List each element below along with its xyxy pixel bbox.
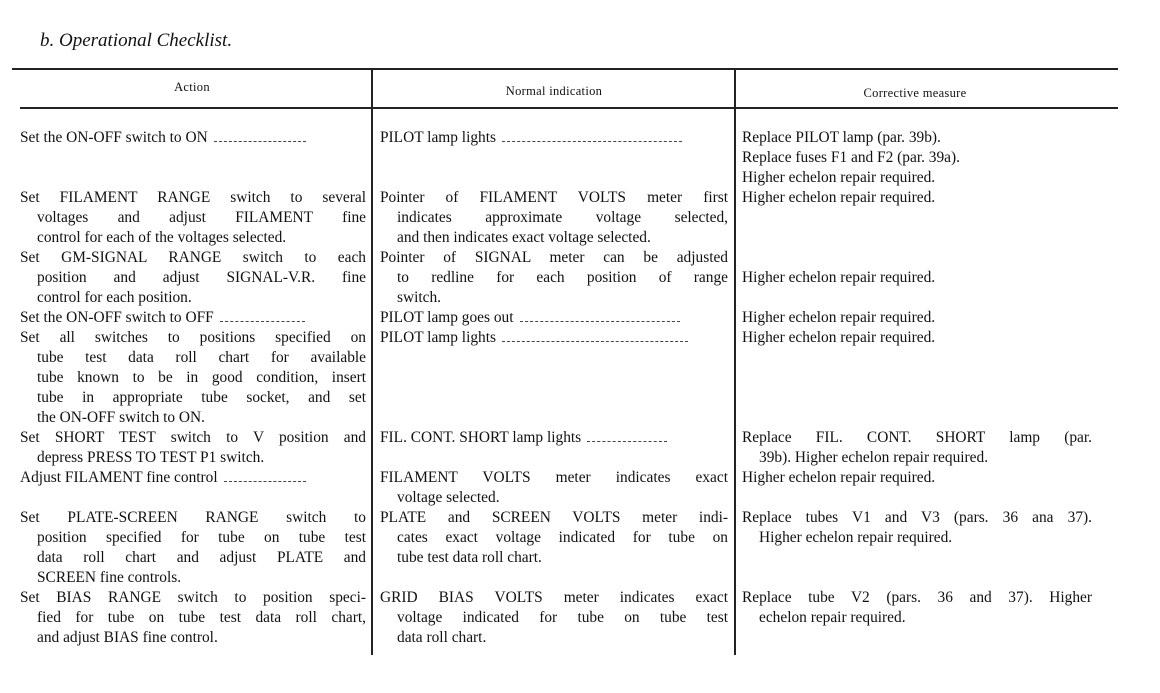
normal-text: Pointer of SIGNAL meter can be adjusted <box>380 249 728 266</box>
action-cell <box>20 328 366 428</box>
normal-line <box>380 328 728 348</box>
normal-text: PILOT lamp goes out <box>380 309 514 326</box>
action-line <box>20 428 366 448</box>
normal-cell <box>380 588 728 648</box>
action-cell <box>20 128 366 148</box>
action-text: tube known to be in good condition, insert <box>37 369 366 386</box>
corrective-cell <box>742 328 1092 348</box>
corrective-line <box>742 168 1092 188</box>
corrective-text: Replace tube V2 (pars. 36 and 37). Higher <box>742 589 1092 606</box>
normal-line <box>380 308 728 328</box>
action-text: position and adjust SIGNAL-V.R. fine <box>37 269 366 286</box>
action-line <box>20 448 366 468</box>
action-text: Set the ON-OFF switch to OFF <box>20 309 214 326</box>
normal-line <box>380 248 728 268</box>
action-text: control for each of the voltages selected. <box>37 229 287 246</box>
action-line <box>20 588 366 608</box>
section-title-text: Operational Checklist. <box>59 30 233 51</box>
normal-text: GRID BIAS VOLTS meter indicates exact <box>380 589 728 606</box>
action-line <box>20 328 366 348</box>
normal-text: indicates approximate voltage selected, <box>397 209 728 226</box>
corrective-line <box>742 248 1092 268</box>
action-text: fied for tube on tube test data roll chart, <box>37 609 366 626</box>
column-divider-2 <box>734 70 736 655</box>
normal-cell <box>380 248 728 308</box>
action-line <box>20 368 366 388</box>
corrective-line <box>742 128 1092 148</box>
normal-text: PILOT lamp lights <box>380 129 497 146</box>
action-cell <box>20 588 366 648</box>
corrective-line <box>742 188 1092 208</box>
corrective-line <box>742 148 1092 168</box>
action-text: SCREEN fine controls. <box>37 569 182 586</box>
normal-line <box>380 188 728 208</box>
corrective-cell <box>742 308 1092 328</box>
action-line <box>20 548 366 568</box>
corrective-line <box>742 528 1092 548</box>
action-line <box>20 288 366 308</box>
action-line <box>20 528 366 548</box>
corrective-line <box>742 448 1092 468</box>
normal-text: switch. <box>397 289 442 306</box>
corrective-line <box>742 508 1092 528</box>
action-line <box>20 468 366 488</box>
action-text: data roll chart and adjust PLATE and <box>37 549 366 566</box>
corrective-cell <box>742 588 1092 628</box>
action-text: tube test data roll chart for available <box>37 349 366 366</box>
corrective-text: Replace FIL. CONT. SHORT lamp (par. <box>742 429 1092 446</box>
action-cell <box>20 428 366 468</box>
table-top-rule <box>12 68 1118 70</box>
normal-cell <box>380 128 728 148</box>
action-cell <box>20 468 366 488</box>
corrective-text: Replace PILOT lamp (par. 39b). <box>742 129 941 146</box>
action-text: voltages and adjust FILAMENT fine <box>37 209 366 226</box>
dotted-leader <box>224 473 306 482</box>
corrective-text: Higher echelon repair required. <box>742 169 936 186</box>
normal-line <box>380 128 728 148</box>
action-line <box>20 628 366 648</box>
corrective-text: Higher echelon repair required. <box>742 309 936 326</box>
corrective-line <box>742 328 1092 348</box>
action-line <box>20 268 366 288</box>
column-divider-1 <box>371 70 373 655</box>
normal-text: voltage indicated for tube on tube test <box>397 609 728 626</box>
action-text: Set GM-SIGNAL RANGE switch to each <box>20 249 366 266</box>
corrective-text: Higher echelon repair required. <box>742 329 936 346</box>
corrective-line <box>742 608 1092 628</box>
normal-text: and then indicates exact voltage selected. <box>397 229 651 246</box>
normal-line <box>380 428 728 448</box>
normal-line <box>380 288 728 308</box>
normal-line <box>380 268 728 288</box>
dotted-leader <box>520 313 680 322</box>
header-bottom-rule <box>20 107 1118 109</box>
normal-line <box>380 208 728 228</box>
action-text: Adjust FILAMENT fine control <box>20 469 218 486</box>
corrective-cell <box>742 468 1092 488</box>
action-text: Set BIAS RANGE switch to position speci- <box>20 589 366 606</box>
corrective-line <box>742 268 1092 288</box>
action-line <box>20 248 366 268</box>
normal-text: Pointer of FILAMENT VOLTS meter first <box>380 189 728 206</box>
normal-text: PLATE and SCREEN VOLTS meter indi- <box>380 509 728 526</box>
action-text: tube in appropriate tube socket, and set <box>37 389 366 406</box>
normal-line <box>380 468 728 488</box>
action-text: Set PLATE-SCREEN RANGE switch to <box>20 509 366 526</box>
action-text: Set FILAMENT RANGE switch to several <box>20 189 366 206</box>
normal-text: tube test data roll chart. <box>397 549 542 566</box>
corrective-cell <box>742 248 1092 288</box>
action-line <box>20 308 366 328</box>
corrective-text: Higher echelon repair required. <box>759 529 953 546</box>
action-line <box>20 388 366 408</box>
action-cell <box>20 308 366 328</box>
corrective-text: Higher echelon repair required. <box>742 269 936 286</box>
action-line <box>20 188 366 208</box>
normal-line <box>380 548 728 568</box>
header-corrective-measure: Corrective measure <box>863 86 967 100</box>
action-cell <box>20 248 366 308</box>
normal-cell <box>380 308 728 328</box>
header-normal-indication: Normal indication <box>505 84 603 98</box>
action-text: position specified for tube on tube test <box>37 529 366 546</box>
action-line <box>20 568 366 588</box>
action-line <box>20 608 366 628</box>
normal-line <box>380 508 728 528</box>
dotted-leader <box>587 433 667 442</box>
corrective-line <box>742 308 1092 328</box>
action-text: Set the ON-OFF switch to ON <box>20 129 208 146</box>
normal-text: to redline for each position of range <box>397 269 728 286</box>
corrective-line <box>742 588 1092 608</box>
normal-text: PILOT lamp lights <box>380 329 497 346</box>
corrective-line <box>742 428 1092 448</box>
normal-cell <box>380 188 728 248</box>
normal-cell <box>380 428 728 448</box>
corrective-text: Higher echelon repair required. <box>742 189 936 206</box>
action-cell <box>20 188 366 248</box>
corrective-text: Replace tubes V1 and V3 (pars. 36 ana 37). <box>742 509 1092 526</box>
normal-line <box>380 228 728 248</box>
corrective-text: Higher echelon repair required. <box>742 469 936 486</box>
action-line <box>20 128 366 148</box>
action-text: Set all switches to positions specified on <box>20 329 366 346</box>
normal-cell <box>380 468 728 508</box>
action-text: depress PRESS TO TEST P1 switch. <box>37 449 265 466</box>
corrective-text: Replace fuses F1 and F2 (par. 39a). <box>742 149 960 166</box>
action-line <box>20 508 366 528</box>
action-line <box>20 408 366 428</box>
header-action: Action <box>174 80 210 94</box>
action-cell <box>20 508 366 588</box>
normal-line <box>380 588 728 608</box>
action-line <box>20 348 366 368</box>
action-text: the ON-OFF switch to ON. <box>37 409 206 426</box>
corrective-cell <box>742 508 1092 548</box>
section-title <box>40 30 232 52</box>
corrective-cell <box>742 128 1092 188</box>
section-letter: b. <box>40 30 55 51</box>
action-text: and adjust BIAS fine control. <box>37 629 218 646</box>
normal-text: cates exact voltage indicated for tube on <box>397 529 728 546</box>
action-line <box>20 228 366 248</box>
corrective-cell <box>742 188 1092 208</box>
corrective-text: echelon repair required. <box>759 609 906 626</box>
corrective-line <box>742 468 1092 488</box>
dotted-leader <box>502 333 688 342</box>
normal-line <box>380 488 728 508</box>
normal-cell <box>380 328 728 348</box>
dotted-leader <box>502 133 682 142</box>
normal-text: FIL. CONT. SHORT lamp lights <box>380 429 582 446</box>
normal-text: data roll chart. <box>397 629 487 646</box>
normal-line <box>380 528 728 548</box>
normal-text: voltage selected. <box>397 489 500 506</box>
normal-text: FILAMENT VOLTS meter indicates exact <box>380 469 728 486</box>
corrective-cell <box>742 428 1092 468</box>
normal-cell <box>380 508 728 568</box>
normal-line <box>380 628 728 648</box>
dotted-leader <box>220 313 305 322</box>
action-line <box>20 208 366 228</box>
normal-line <box>380 608 728 628</box>
dotted-leader <box>214 133 306 142</box>
corrective-text: 39b). Higher echelon repair required. <box>759 449 989 466</box>
action-text: Set SHORT TEST switch to V position and <box>20 429 366 446</box>
action-text: control for each position. <box>37 289 192 306</box>
